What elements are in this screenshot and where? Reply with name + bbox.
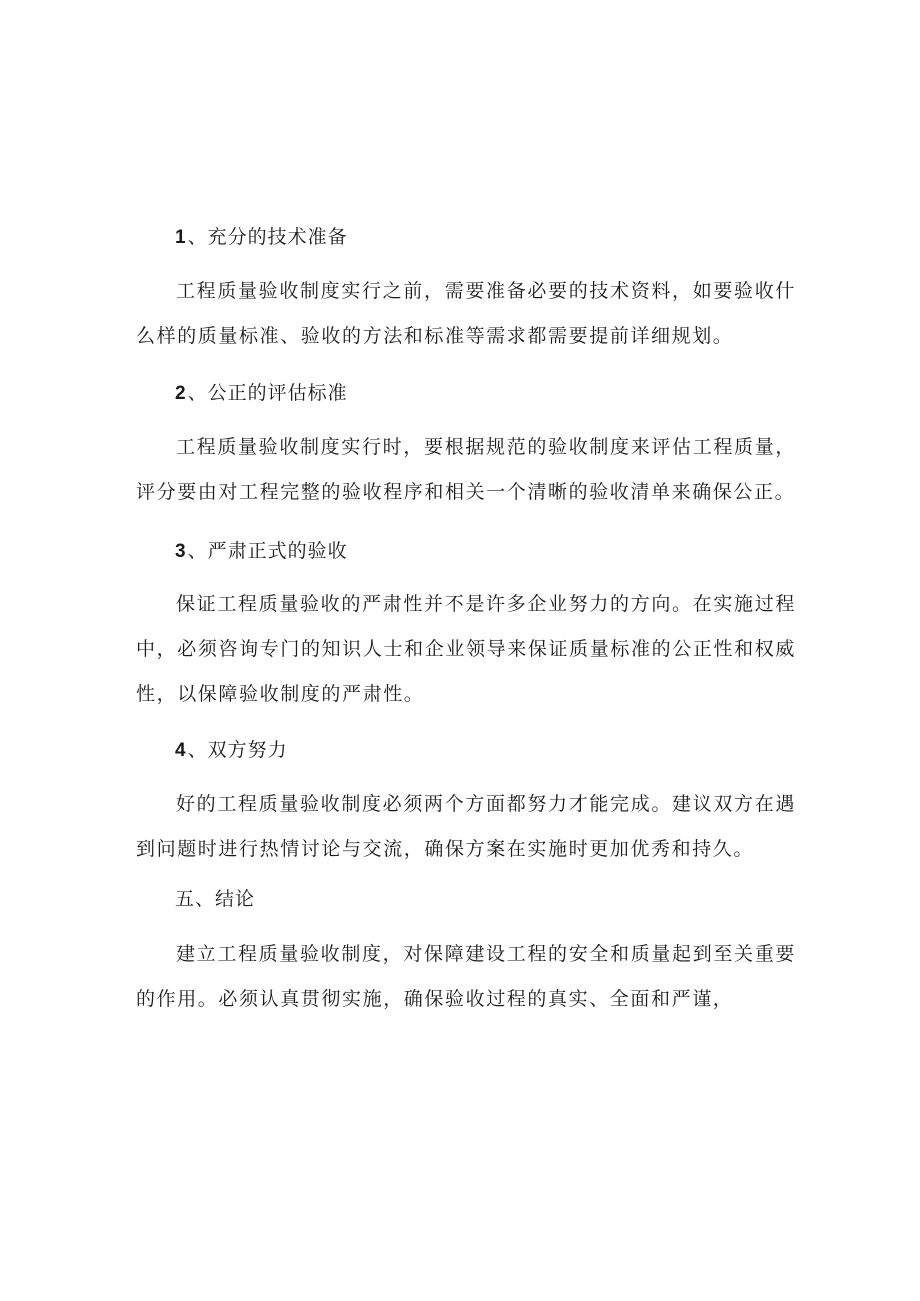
section-title: 、公正的评估标准 [187, 382, 348, 404]
section-number: 3 [175, 541, 187, 562]
section-paragraph-1: 工程质量验收制度实行之前，需要准备必要的技术资料，如要验收什么样的质量标准、验收的方法和标准等需求都需要提前详细规划。 [136, 280, 796, 347]
section-heading-2 [175, 380, 348, 407]
section-title: 、双方努力 [187, 739, 288, 761]
section-number: 4 [175, 740, 187, 761]
section-number: 2 [175, 383, 187, 404]
section-number: 1 [175, 227, 187, 248]
section-paragraph-2: 工程质量验收制度实行时，要根据规范的验收制度来评估工程质量，评分要由对工程完整的验收程序和相关一个清晰的验收清单来确保公正。 [136, 436, 796, 503]
section-title: 、严肃正式的验收 [187, 540, 348, 562]
section-heading-3 [175, 538, 348, 565]
section-heading-1 [175, 224, 348, 251]
section-heading-4 [175, 737, 288, 764]
conclusion-heading: 五、结论 [175, 888, 256, 910]
section-title: 、充分的技术准备 [187, 226, 348, 248]
conclusion-paragraph: 建立工程质量验收制度，对保障建设工程的安全和质量起到至关重要的作用。必须认真贯彻实施，确保验收过程的真实、全面和严谨， [136, 943, 796, 1010]
section-paragraph-4: 好的工程质量验收制度必须两个方面都努力才能完成。建议双方在遇到问题时进行热情讨论与交流，确保方案在实施时更加优秀和持久。 [136, 793, 796, 860]
section-paragraph-3: 保证工程质量验收的严肃性并不是许多企业努力的方向。在实施过程中，必须咨询专门的知识人士和企业领导来保证质量标准的公正性和权威性，以保障验收制度的严肃性。 [136, 593, 796, 705]
